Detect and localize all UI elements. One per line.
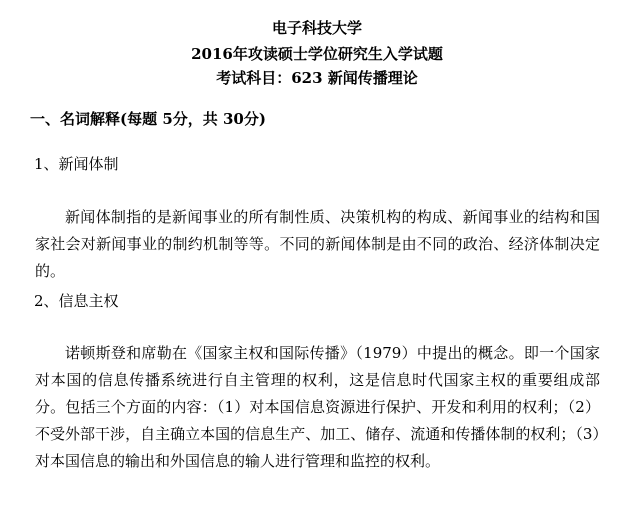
exam-title: 2016年攻读硕士学位研究生入学试题 [191, 45, 443, 63]
term-definition-2: 诺顿斯登和席勒在《国家主权和国际传播》（1979）中提出的概念。即一个国家对本国的信息传播系统进行自主管理的权利，这是信息时代国家主权的重要组成部分。包括三个方面的内容：（1）对本国信息资源进行保护、开发和利用的权利；（2）不受外部干涉，自主确立本国的信息生产、加工、储存、流通和传播体制的权利；（3）对本国信息的输出和外国信息的输人进行管理和监控的权利。 [35, 344, 600, 470]
university-title: 电子科技大学 [271, 19, 362, 37]
term-title-2: 2、信息主权 [34, 292, 119, 310]
term-title-1: 1、新闻体制 [34, 155, 119, 173]
term-definition-1: 新闻体制指的是新闻事业的所有制性质、决策机构的构成、新闻事业的结构和国家社会对新闻事业的制约机制等等。不同的新闻体制是由不同的政治、经济体制决定的。 [35, 208, 600, 280]
section-heading: 一、名词解释(每题 5分，共 30分) [30, 110, 266, 128]
subject-title: 考试科目：623 新闻传播理论 [216, 69, 418, 87]
